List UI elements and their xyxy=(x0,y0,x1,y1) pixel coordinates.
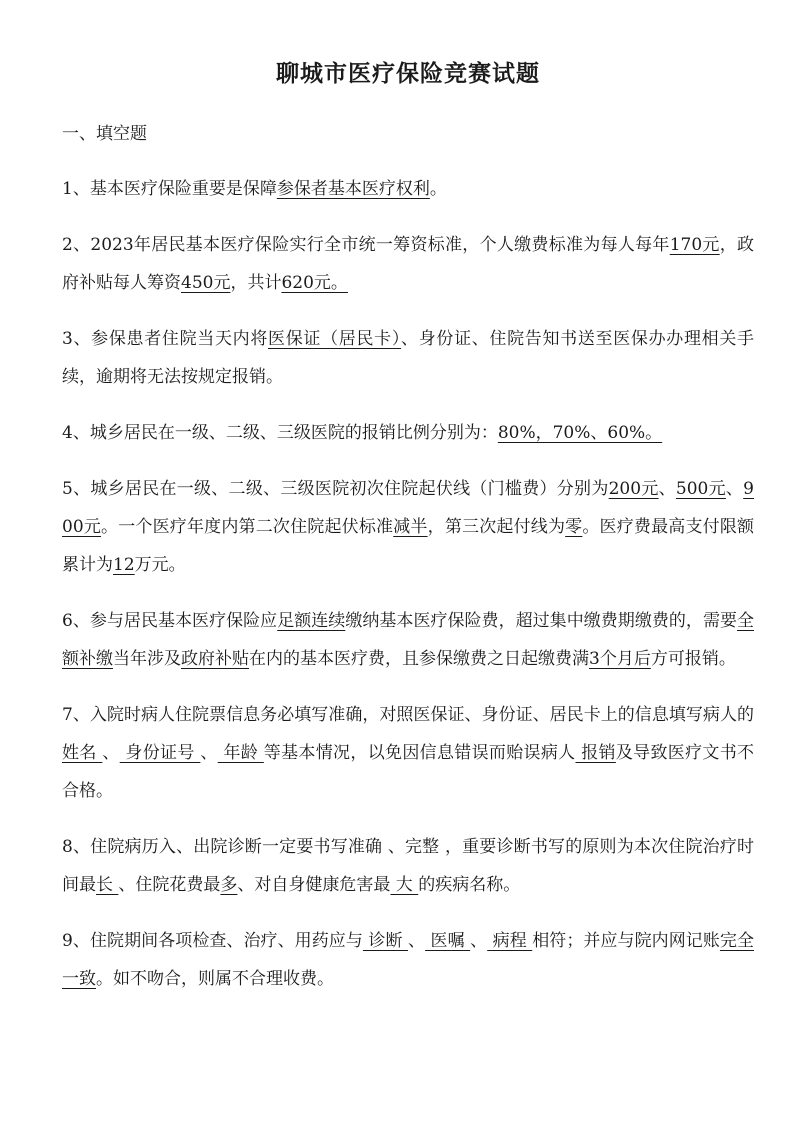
answer-blank: 政府补贴 xyxy=(181,649,249,669)
answer-blank: 完全一致 xyxy=(62,931,755,989)
question-text: 方可报销。 xyxy=(650,649,736,669)
question-text: 7、入院时病人住院票信息务必填写准确，对照医保证、身份证、居民卡上的信息填写病人的 xyxy=(62,705,754,725)
answer-blank: 200元 xyxy=(608,479,659,499)
answer-blank: 参保者基本医疗权利 xyxy=(276,179,430,199)
question-text: 、 xyxy=(200,743,218,763)
question-text: 、 xyxy=(470,931,488,951)
question-text: 等基本情况，以免因信息错误而贻误病人 xyxy=(263,743,576,763)
answer-blank: 身份证号 xyxy=(119,743,201,763)
answer-blank: 长 xyxy=(96,875,119,895)
question-text: 、对自身健康危害最 xyxy=(237,875,391,895)
question-text: 。一个医疗年度内第二次住院起伏标准 xyxy=(101,517,394,537)
question-2 xyxy=(62,226,754,302)
question-text: 、 xyxy=(408,931,426,951)
question-text: 。如不吻合，则属不合理收费。 xyxy=(96,969,334,989)
answer-blank: 诊断 xyxy=(362,931,408,951)
question-text: 。 xyxy=(429,179,447,199)
answer-blank: 姓名 xyxy=(62,743,103,763)
question-text: 。医疗费最高支付限额累计为 xyxy=(62,517,755,575)
question-text: 6、参与居民基本医疗保险应 xyxy=(62,611,278,631)
answer-blank: 大 xyxy=(390,875,419,895)
question-text: 、 xyxy=(725,479,744,499)
answer-blank: 多 xyxy=(220,875,238,895)
question-7 xyxy=(62,696,754,810)
question-text: 、 xyxy=(658,479,676,499)
question-8 xyxy=(62,828,754,904)
question-text: 、住院花费最 xyxy=(118,875,221,895)
answer-blank: 80%，70%、60%。 xyxy=(497,423,663,443)
document-title: 聊城市医疗保险竞赛试题 xyxy=(276,60,540,87)
answer-blank: 3个月后 xyxy=(589,649,651,669)
question-3 xyxy=(62,320,754,396)
answer-blank: 医嘱 xyxy=(425,931,471,951)
answer-blank: 减半 xyxy=(393,517,428,537)
question-text: ，共计 xyxy=(230,273,282,293)
question-text: 1、基本医疗保险重要是保障 xyxy=(62,179,277,199)
question-1 xyxy=(62,170,754,208)
question-list xyxy=(62,170,754,998)
answer-blank: 足额连续 xyxy=(277,611,346,631)
question-text: 2、2023年居民基本医疗保险实行全市统一筹资标准，个人缴费标准为每人每年 xyxy=(62,235,670,255)
answer-blank: 报销 xyxy=(575,743,616,763)
question-text: 8、住院病历入、出院诊断一定要书写准确 、完整 ，重要诊断书写的原则为本次住院治疗时间最 xyxy=(62,837,754,895)
answer-blank: 450元 xyxy=(181,273,231,293)
question-text: 在内的基本医疗费，且参保缴费之日起缴费满 xyxy=(249,649,589,669)
question-text: 相符；并应与院内网记账 xyxy=(532,931,720,951)
question-text: 9、住院期间各项检查、治疗、用药应与 xyxy=(62,931,363,951)
answer-blank: 病程 xyxy=(487,931,533,951)
question-text: 万元。 xyxy=(134,555,186,575)
answer-blank: 170元 xyxy=(669,235,720,255)
answer-blank: 500元 xyxy=(675,479,726,499)
question-text: 及导致医疗文书不合格。 xyxy=(62,743,755,801)
section-heading-fill-in-blank: 一、填空题 xyxy=(62,124,147,144)
answer-blank: 全额补缴 xyxy=(62,611,755,669)
question-text: 3、参保患者住院当天内将 xyxy=(62,329,269,349)
question-text: 缴纳基本医疗保险费，超过集中缴费期缴费的，需要 xyxy=(345,611,738,631)
question-text: 4、城乡居民在一级、二级、三级医院的报销比例分别为： xyxy=(62,423,498,443)
answer-blank: 12 xyxy=(113,555,135,575)
question-text: 5、城乡居民在一级、二级、三级医院初次住院起伏线（门槛费）分别为 xyxy=(62,479,609,499)
question-text: ，政府补贴每人筹资 xyxy=(62,235,755,293)
answer-blank: 零 xyxy=(565,517,583,537)
question-text: ，第三次起付线为 xyxy=(427,517,566,537)
question-text: 、 xyxy=(102,743,120,763)
question-9 xyxy=(62,922,754,998)
answer-blank: 年龄 xyxy=(217,743,264,763)
answer-blank: 900元 xyxy=(62,479,754,537)
question-6 xyxy=(62,602,754,678)
question-5 xyxy=(62,470,754,584)
question-text: 、身份证、住院告知书送至医保办办理相关手续，逾期将无法按规定报销。 xyxy=(62,329,755,387)
answer-blank: 医保证（居民卡） xyxy=(268,329,402,349)
question-text: 的疾病名称。 xyxy=(418,875,521,895)
answer-blank: 620元。 xyxy=(281,273,348,293)
question-4 xyxy=(62,414,754,452)
question-text: 当年涉及 xyxy=(113,649,181,669)
